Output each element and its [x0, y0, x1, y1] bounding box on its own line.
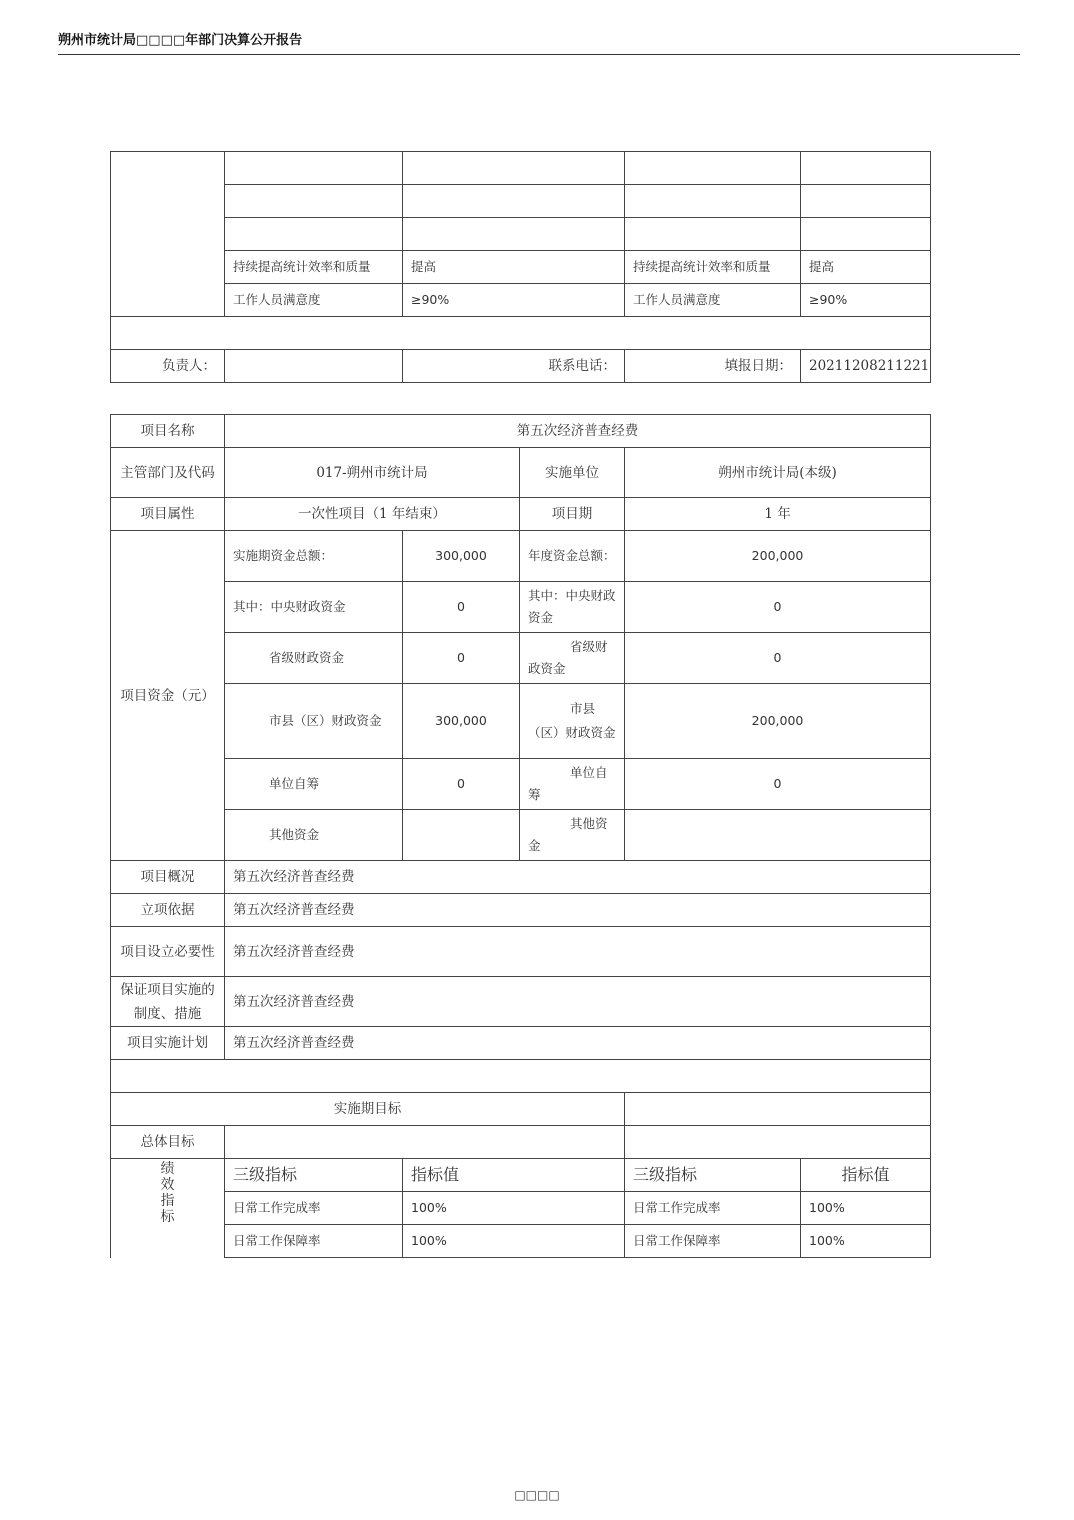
fund-value-annual: 200,000	[625, 684, 931, 759]
indicator-value: ≥90%	[403, 284, 625, 317]
project-name-value: 第五次经济普查经费	[225, 415, 931, 448]
fund-value: 0	[403, 759, 520, 810]
table-row	[111, 1192, 931, 1225]
fund-label: 其他资金	[225, 810, 403, 861]
indicator-name: 工作人员满意度	[625, 284, 801, 317]
perf-label: 绩效指标	[160, 1161, 175, 1225]
empty-cell	[403, 218, 625, 251]
fund-value-annual	[625, 810, 931, 861]
fund-label-annual: 其他资金	[520, 810, 625, 861]
indicator-value: 100%	[403, 1225, 625, 1258]
indicator-name: 日常工作完成率	[625, 1192, 801, 1225]
guarantee-value: 第五次经济普查经费	[225, 977, 931, 1027]
plan-label: 项目实施计划	[111, 1027, 225, 1060]
indicator-name: 日常工作保障率	[625, 1225, 801, 1258]
guarantee-label: 保证项目实施的制度、措施	[111, 977, 225, 1027]
signature-row	[111, 350, 931, 383]
empty-cell	[225, 185, 403, 218]
goal-header: 实施期目标	[111, 1093, 625, 1126]
indicator-value: ≥90%	[801, 284, 931, 317]
empty-cell	[801, 185, 931, 218]
indicator-name: 日常工作完成率	[225, 1192, 403, 1225]
attr-value: 一次性项目（1 年结束）	[225, 498, 520, 531]
necessity-value: 第五次经济普查经费	[225, 927, 931, 977]
ind-header: 三级指标	[225, 1159, 403, 1192]
fund-label-annual: 单位自筹	[520, 759, 625, 810]
indicator-value: 100%	[403, 1192, 625, 1225]
table-row	[111, 284, 931, 317]
basis-label: 立项依据	[111, 894, 225, 927]
empty-cell	[625, 152, 801, 185]
indicator-name: 工作人员满意度	[225, 284, 403, 317]
unit-label: 实施单位	[520, 448, 625, 498]
indicator-name: 持续提高统计效率和质量	[225, 251, 403, 284]
dept-label: 主管部门及代码	[111, 448, 225, 498]
fund-label-annual: 其中：中央财政资金	[520, 582, 625, 633]
indicator-value: 100%	[801, 1192, 931, 1225]
fund-value: 300,000	[403, 531, 520, 582]
empty-cell	[625, 218, 801, 251]
indicator-value: 提高	[403, 251, 625, 284]
phone-label: 联系电话：	[403, 350, 625, 383]
val-header: 指标值	[403, 1159, 625, 1192]
person-label: 负责人：	[111, 350, 225, 383]
fund-value-annual: 0	[625, 582, 931, 633]
table-row	[111, 251, 931, 284]
attr-label: 项目属性	[111, 498, 225, 531]
person-value	[225, 350, 403, 383]
empty-cell	[403, 185, 625, 218]
overview-label: 项目概况	[111, 861, 225, 894]
fund-value-annual: 200,000	[625, 531, 931, 582]
empty-cell	[225, 152, 403, 185]
date-value: 20211208211221	[801, 350, 931, 383]
table1-side-cell	[111, 152, 225, 317]
project-table	[110, 414, 931, 1258]
indicator-value: 提高	[801, 251, 931, 284]
ind-header-2: 三级指标	[625, 1159, 801, 1192]
page-header: 朔州市统计局□□□□年部门决算公开报告	[58, 30, 1020, 55]
dept-value: 017-朔州市统计局	[225, 448, 520, 498]
indicator-value: 100%	[801, 1225, 931, 1258]
project-name-label: 项目名称	[111, 415, 225, 448]
basis-value: 第五次经济普查经费	[225, 894, 931, 927]
empty-row	[111, 1060, 931, 1093]
overall-goal-value	[225, 1126, 625, 1159]
empty-cell	[625, 1093, 931, 1126]
fund-label: 省级财政资金	[225, 633, 403, 684]
overall-goal-value-2	[625, 1126, 931, 1159]
fund-value: 300,000	[403, 684, 520, 759]
fund-label: 单位自筹	[225, 759, 403, 810]
perf-label-cell	[111, 1159, 225, 1258]
necessity-label: 项目设立必要性	[111, 927, 225, 977]
fund-value	[403, 810, 520, 861]
fund-value: 0	[403, 582, 520, 633]
empty-cell	[801, 218, 931, 251]
overall-goal-label: 总体目标	[111, 1126, 225, 1159]
plan-value: 第五次经济普查经费	[225, 1027, 931, 1060]
fund-value-annual: 0	[625, 759, 931, 810]
table-row	[111, 1225, 931, 1258]
indicator-table-continued	[110, 151, 931, 383]
empty-cell	[403, 152, 625, 185]
fund-label-annual: 年度资金总额：	[520, 531, 625, 582]
indicator-name: 日常工作保障率	[225, 1225, 403, 1258]
unit-value: 朔州市统计局(本级)	[625, 448, 931, 498]
fund-value-annual: 0	[625, 633, 931, 684]
period-label: 项目期	[520, 498, 625, 531]
fund-label: 市县（区）财政资金	[225, 684, 403, 759]
period-value: 1 年	[625, 498, 931, 531]
empty-row	[111, 317, 931, 350]
indicator-name: 持续提高统计效率和质量	[625, 251, 801, 284]
fund-label: 实施期资金总额：	[225, 531, 403, 582]
fund-label-annual: 省级财政资金	[520, 633, 625, 684]
fund-label-annual: 市县（区）财政资金	[520, 684, 625, 759]
funds-label: 项目资金（元）	[111, 531, 225, 861]
empty-cell	[801, 152, 931, 185]
fund-label: 其中：中央财政资金	[225, 582, 403, 633]
overview-value: 第五次经济普查经费	[225, 861, 931, 894]
date-label: 填报日期：	[625, 350, 801, 383]
fund-value: 0	[403, 633, 520, 684]
empty-cell	[625, 185, 801, 218]
val-header-2: 指标值	[801, 1159, 931, 1192]
empty-cell	[225, 218, 403, 251]
page-number: □□□□	[514, 1488, 560, 1502]
